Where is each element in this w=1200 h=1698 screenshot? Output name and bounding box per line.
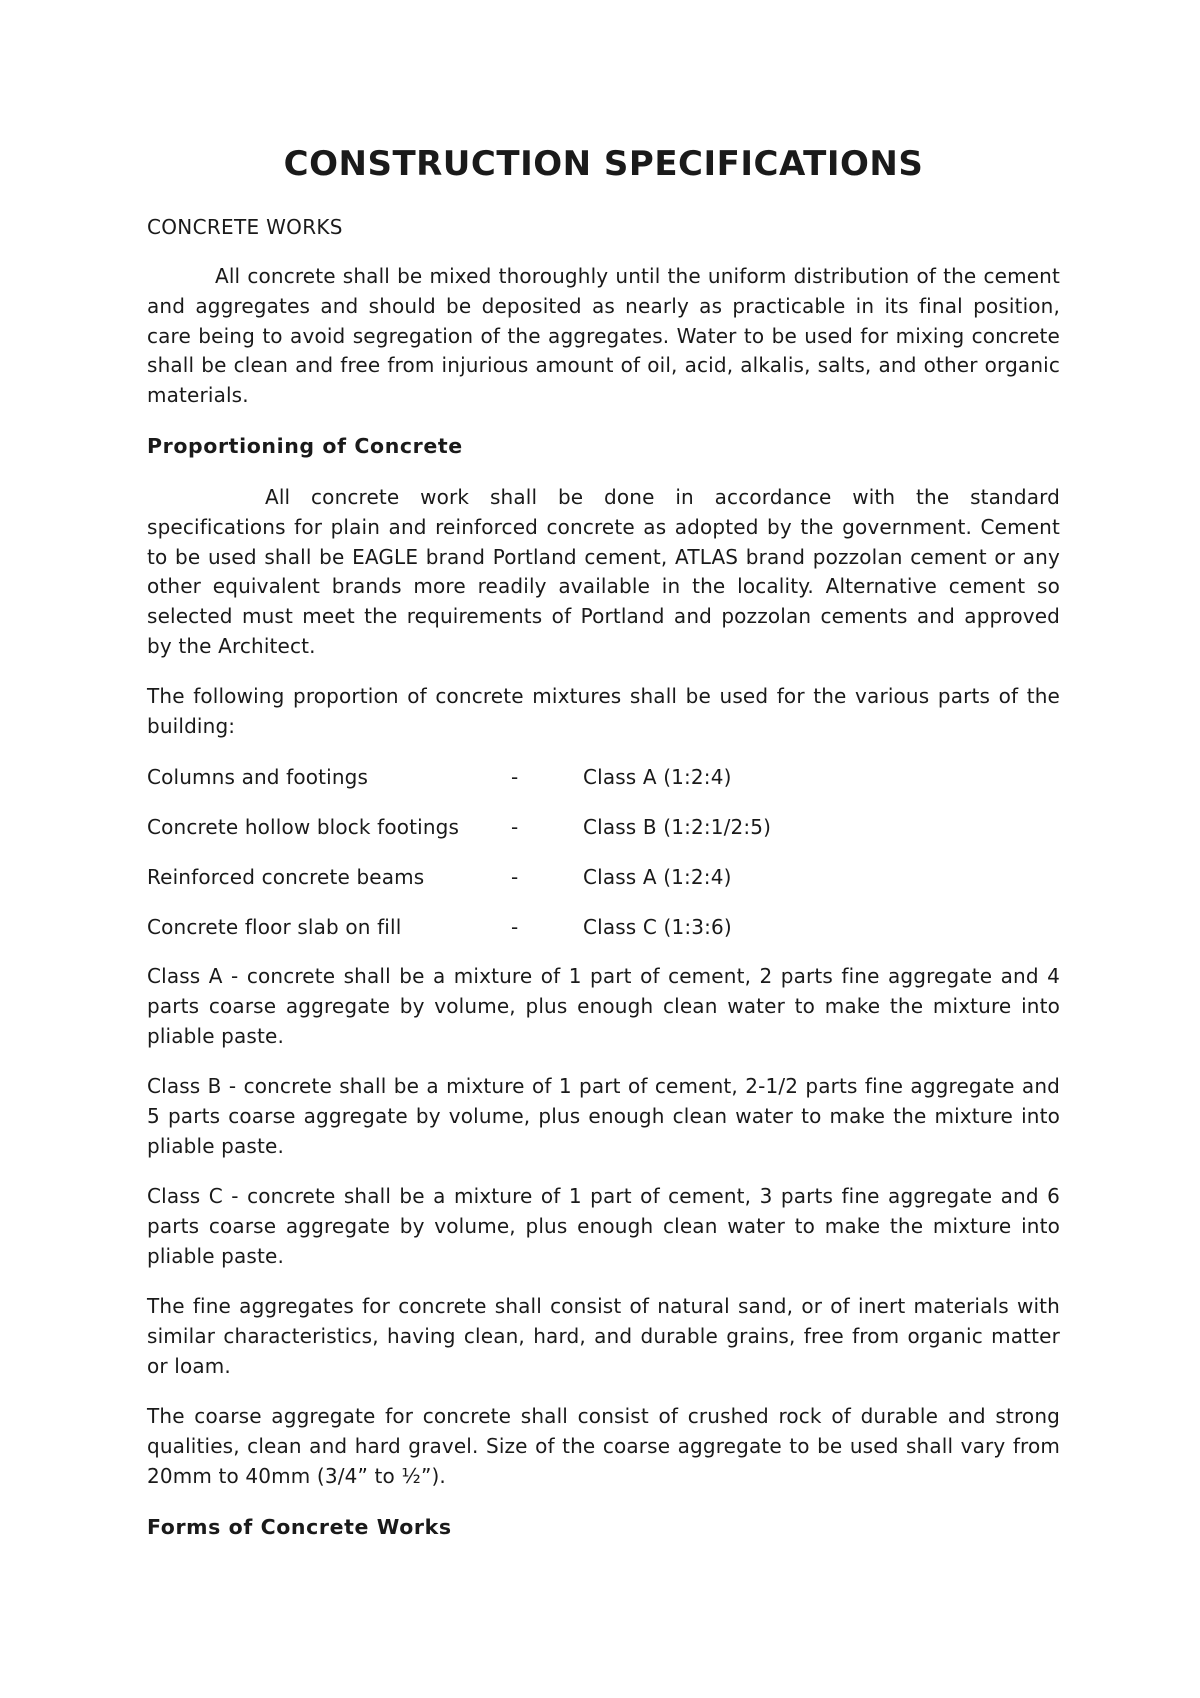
proportioning-paragraph: All concrete work shall be done in accordance with the standard specifications for plain and reinforced concrete as adopted by the government. Cement to be used shall be EAGLE brand Portland cement, ATLAS brand pozzolan cement or any other equivalent brands more readily available in the locality. Alternative cement so selected must meet the requirements of Portland and pozzolan cements and approved by the Architect. — [147, 485, 1060, 658]
mixture-row — [147, 912, 1060, 942]
mixture-dash: - — [511, 815, 519, 839]
mixture-class: Class A (1:2:4) — [583, 865, 732, 889]
subheading-proportioning: Proportioning of Concrete — [147, 434, 463, 458]
mixture-row — [147, 862, 1060, 892]
mixture-part: Concrete floor slab on fill — [147, 915, 402, 939]
mixture-intro-paragraph: The following proportion of concrete mixtures shall be used for the various parts of the building: — [147, 684, 1060, 738]
mixture-part: Columns and footings — [147, 765, 369, 789]
mixture-dash: - — [511, 865, 519, 889]
mixture-class: Class B (1:2:1/2:5) — [583, 815, 772, 839]
class-b-paragraph: Class B - concrete shall be a mixture of 1 part of cement, 2-1/2 parts fine aggregate and 5 parts coarse aggregate by volume, plus enough clean water to make the mixture into pliable paste. — [147, 1074, 1060, 1158]
class-a-paragraph: Class A - concrete shall be a mixture of 1 part of cement, 2 parts fine aggregate and 4 parts coarse aggregate by volume, plus enough clean water to make the mixture into pliable paste. — [147, 964, 1060, 1048]
coarse-aggregates-paragraph: The coarse aggregate for concrete shall consist of crushed rock of durable and strong qualities, clean and hard gravel. Size of the coarse aggregate to be used shall vary from 20mm to 40mm (3/4” to ½”). — [147, 1404, 1060, 1488]
mixture-row — [147, 762, 1060, 792]
mixture-class: Class C (1:3:6) — [583, 915, 732, 939]
mixture-row — [147, 812, 1060, 842]
mixture-dash: - — [511, 765, 519, 789]
fine-aggregates-paragraph: The fine aggregates for concrete shall consist of natural sand, or of inert materials with similar characteristics, having clean, hard, and durable grains, free from organic matter or loam. — [147, 1294, 1060, 1378]
mixture-dash: - — [511, 915, 519, 939]
intro-paragraph: All concrete shall be mixed thoroughly until the uniform distribution of the cement and aggregates and should be deposited as nearly as practicable in its final position, care being to avoid segregation of the aggregates. Water to be used for mixing concrete shall be clean and free from injurious amount of oil, acid, alkalis, salts, and other organic materials. — [147, 264, 1060, 408]
section-heading-concrete-works: CONCRETE WORKS — [147, 215, 343, 239]
mixture-class: Class A (1:2:4) — [583, 765, 732, 789]
class-c-paragraph: Class C - concrete shall be a mixture of 1 part of cement, 3 parts fine aggregate and 6 parts coarse aggregate by volume, plus enough clean water to make the mixture into pliable paste. — [147, 1184, 1060, 1268]
document-title: CONSTRUCTION SPECIFICATIONS — [283, 144, 924, 184]
mixture-part: Concrete hollow block footings — [147, 815, 460, 839]
mixture-part: Reinforced concrete beams — [147, 865, 425, 889]
subheading-forms-of-concrete-works: Forms of Concrete Works — [147, 1515, 452, 1539]
